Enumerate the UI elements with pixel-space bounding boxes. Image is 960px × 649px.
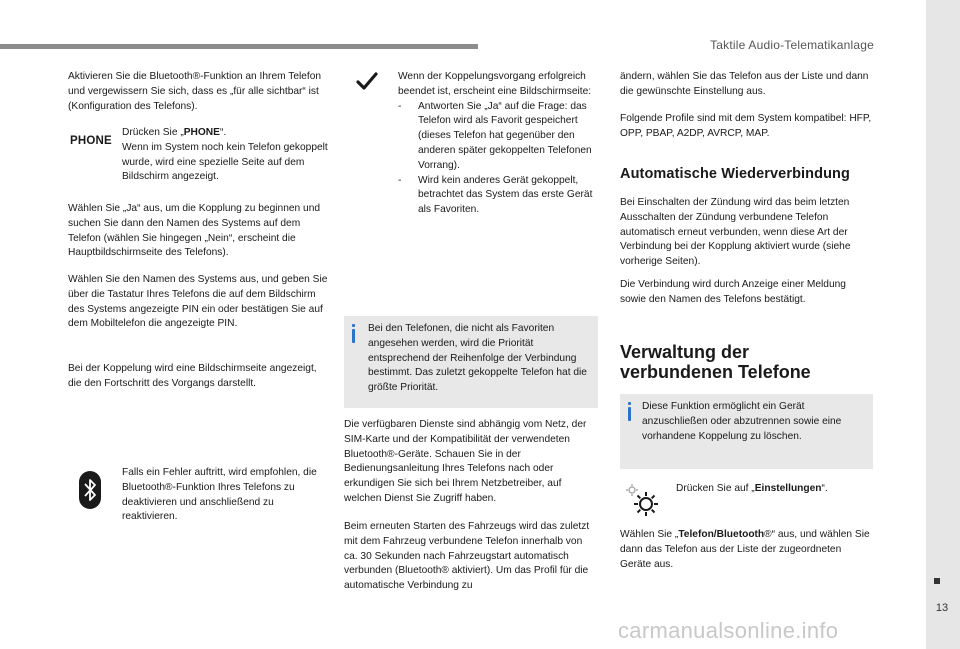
col3-info-text: Diese Funktion ermöglicht ein Gerät anzuschließen oder abzutrennen sowie eine vorhandene Koppelung zu löschen. [642, 401, 842, 442]
gear-icon [622, 480, 662, 520]
col1-progress: Bei der Koppelung wird eine Bildschirmseite angezeigt, die den Fortschritt des Vorgangs darstellt. [68, 363, 317, 389]
col1-select-yes: Wählen Sie „Ja“ aus, um die Kopplung zu beginnen und suchen Sie dann den Namen des Systems auf dem Telefon (wählen Sie hingegen „Nein“, erscheint die Hauptbildschirmseite des Telefons). [68, 203, 321, 259]
col3-profiles: Folgende Profile sind mit dem System kompatibel: HFP, OPP, PBAP, A2DP, AVRCP, MAP. [620, 113, 872, 139]
col3-change-profile: ändern, wählen Sie das Telefon aus der Liste und dann die gewünschte Einstellung aus. [620, 71, 869, 97]
col1-select-system: Wählen Sie den Namen des Systems aus, und geben Sie über die Tastatur Ihres Telefons die auf dem Bildschirm des Systems angezeigte PIN ein oder bestätigen Sie auf dem Mobiltelefon die angezeigte PIN. [68, 274, 328, 330]
list-item: - Wird kein anderes Gerät gekoppelt, betrachtet das System das erste Gerät als Favoriten. [398, 174, 598, 218]
col1-press-phone: Drücken Sie „PHONE“. Wenn im System noch kein Telefon gekoppelt wurde, wird eine spezielle Seite auf dem Bildschirm angezeigt. [122, 127, 328, 183]
col2-info-box [344, 316, 598, 408]
col3-press-settings: Drücken Sie auf „Einstellungen“. [676, 483, 828, 494]
phone-button-icon: PHONE [70, 135, 112, 147]
col2-services: Die verfügbaren Dienste sind abhängig vom Netz, der SIM-Karte und der Kompatibilität der verwendeten Bluetooth®-Geräte. Schauen Sie in der Bedienungsanleitung Ihres Telefons nach oder erkundigen Sie sich bei Ihrem Netzbetreiber, auf welchen Dienst Sie Zugriff haben. [344, 419, 587, 504]
col2-bullet-list [398, 100, 598, 218]
page-number: 13 [935, 602, 949, 614]
page-side-band [926, 0, 960, 649]
col2-info-text: Bei den Telefonen, die nicht als Favoriten angesehen werden, wird die Priorität entsprechend der Reihenfolge der Verbindung bestimmt. Das zuletzt gekoppelte Telefon hat die größte Priorität. [368, 323, 587, 394]
col2-restart: Beim erneuten Starten des Fahrzeugs wird das zuletzt mit dem Fahrzeug verbundene Telefon innerhalb von ca. 30 Sekunden nach Fahrzeugstart automatisch verbunden (Bluetooth® aktiviert). Um das Profil für die automatische Verbindung zu [344, 521, 590, 592]
info-icon [628, 402, 631, 405]
watermark: carmanualsonline.info [618, 618, 839, 643]
header-title: Taktile Audio-Telematikanlage [710, 38, 874, 52]
col1-intro: Aktivieren Sie die Bluetooth®-Funktion an Ihrem Telefon und vergewissern Sie sich, dass es „für alle sichtbar“ ist (Konfiguration des Telefons). [68, 71, 322, 112]
col2-pairing-success: Wenn der Koppelungsvorgang erfolgreich beendet ist, erscheint eine Bildschirmseite: - Antworten Sie „Ja“ auf die Frage: das Telefon wird als Favorit gespeichert (dieses Telefon hat gegenüber den anderen später gekoppelten Telefonen Vorrang). - Wird kein anderes Gerät gekoppelt, betrachtet das System das erste Gerät als Favoriten. [398, 70, 598, 218]
bluetooth-label-bold: Telefon/Bluetooth [678, 529, 765, 540]
col3-reconnect-text: Bei Einschalten der Zündung wird das beim letzten Ausschalten der Zündung verbundene Telefon automatisch erneut verbunden, wenn diese Art der Verbindung bei der Kopplung aktiviert wurde (siehe vorherige Seiten). [620, 197, 851, 268]
settings-label-bold: Einstellungen [754, 483, 822, 494]
info-icon [352, 324, 355, 327]
phone-label-bold: PHONE [183, 127, 220, 138]
header-rule [0, 44, 478, 49]
col1-error-hint: Falls ein Fehler auftritt, wird empfohlen, die Bluetooth®-Funktion Ihres Telefons zu deaktivieren und anschließend zu reaktivieren. [122, 467, 317, 523]
check-icon [356, 70, 378, 92]
end-of-section-marker [934, 578, 940, 584]
section-heading-manage: Verwaltung der verbundenen Telefone [620, 342, 811, 382]
col3-confirm-text: Die Verbindung wird durch Anzeige einer Meldung sowie den Namen des Telefons bestätigt. [620, 279, 846, 305]
col3-select-bluetooth: Wählen Sie „Telefon/Bluetooth®“ aus, und wählen Sie dann das Telefon aus der Liste der zugeordneten Geräte aus. [620, 529, 870, 570]
section-heading-reconnect: Automatische Wiederverbindung [620, 166, 850, 182]
col3-info-box [620, 394, 873, 469]
bluetooth-icon [78, 470, 102, 510]
list-item: - Antworten Sie „Ja“ auf die Frage: das Telefon wird als Favorit gespeichert (dieses Telefon hat gegenüber den anderen später gekoppelten Telefonen Vorrang). [398, 100, 598, 174]
